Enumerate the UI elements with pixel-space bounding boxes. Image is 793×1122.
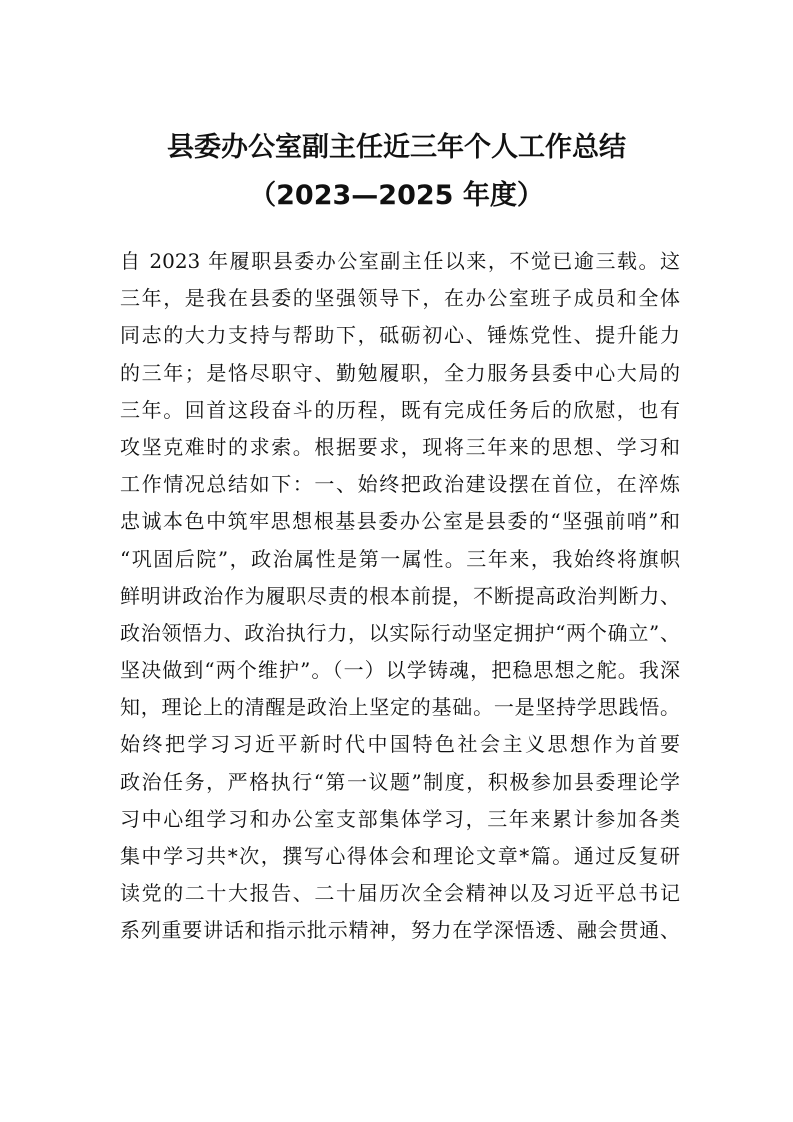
body-line: 坚决做到“两个维护”。（一）以学铸魂，把稳思想之舵。我深 xyxy=(120,658,680,683)
body-line: 的三年；是恪尽职守、勤勉履职，全力服务县委中心大局的 xyxy=(120,360,680,385)
body-line: 三年。回首这段奋斗的历程，既有完成任务后的欣慰，也有 xyxy=(120,397,680,422)
body-line: 始终把学习习近平新时代中国特色社会主义思想作为首要 xyxy=(120,732,680,757)
body-line: 集中学习共*次，撰写心得体会和理论文章*篇。通过反复研 xyxy=(120,844,680,868)
body-line: 系列重要讲话和指示批示精神，努力在学深悟透、融会贯通、 xyxy=(120,918,680,943)
body-line: 自 2023 年履职县委办公室副主任以来，不觉已逾三载。这 xyxy=(120,249,680,273)
body-line: 鲜明讲政治作为履职尽责的根本前提，不断提高政治判断力、 xyxy=(120,583,680,608)
body-line: 三年，是我在县委的坚强领导下，在办公室班子成员和全体 xyxy=(120,286,680,311)
body-paragraph xyxy=(120,243,680,950)
body-line: 同志的大力支持与帮助下，砥砺初心、锤炼党性、提升能力 xyxy=(120,323,680,348)
body-line: 知，理论上的清醒是政治上坚定的基础。一是坚持学思践悟。 xyxy=(120,695,680,720)
body-line: 工作情况总结如下：一、始终把政治建设摆在首位，在淬炼 xyxy=(120,472,680,497)
body-line: 攻坚克难时的求索。根据要求，现将三年来的思想、学习和 xyxy=(120,434,680,459)
body-line: 读党的二十大报告、二十届历次全会精神以及习近平总书记 xyxy=(120,881,680,906)
document-subtitle: （2023—2025 年度） xyxy=(249,180,544,211)
body-line: 忠诚本色中筑牢思想根基县委办公室是县委的“坚强前哨”和 xyxy=(120,509,680,534)
body-line: 习中心组学习和办公室支部集体学习，三年来累计参加各类 xyxy=(120,806,680,831)
body-line: 政治任务，严格执行“第一议题”制度，积极参加县委理论学 xyxy=(120,769,680,794)
body-line: “巩固后院”，政治属性是第一属性。三年来，我始终将旗帜 xyxy=(120,546,680,571)
document-title: 县委办公室副主任近三年个人工作总结 xyxy=(167,132,626,163)
body-line: 政治领悟力、政治执行力，以实际行动坚定拥护“两个确立”、 xyxy=(120,620,680,645)
